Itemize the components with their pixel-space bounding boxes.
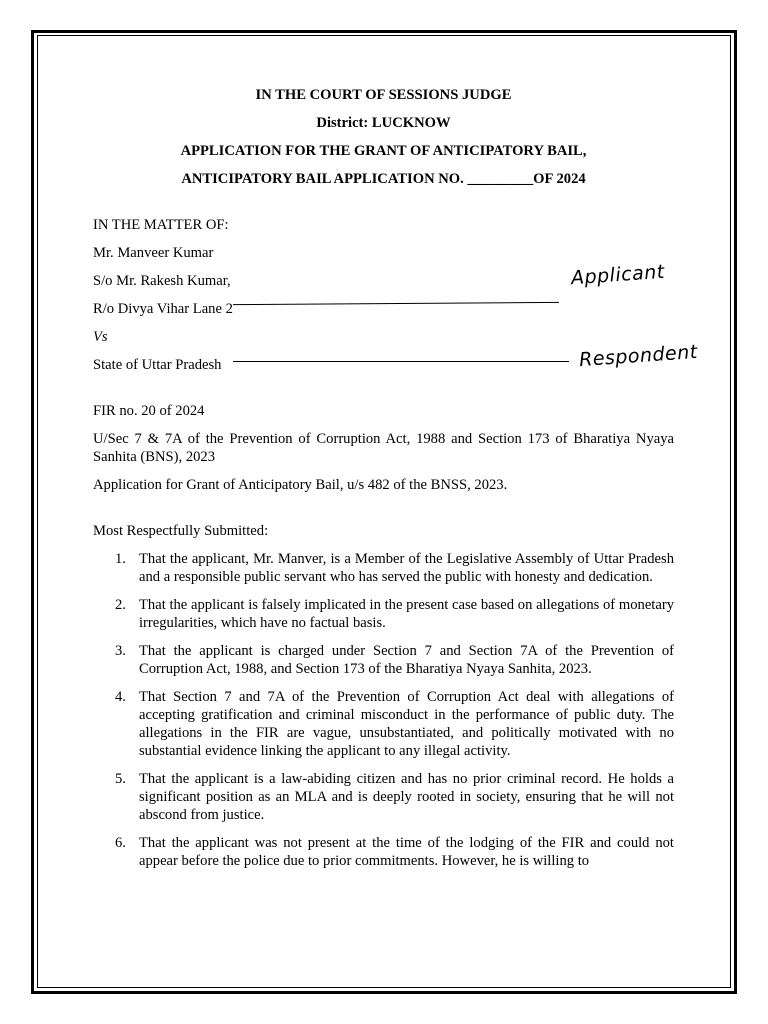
matter-intro: IN THE MATTER OF:	[93, 217, 229, 233]
respondent-signature: Respondent	[578, 340, 699, 372]
document-body	[93, 86, 699, 880]
list-item: 5. That the applicant is a law-abiding citizen and has no prior criminal record. He holds a significant position as an MLA and is deeply rooted in society, ensuring that he will not abscond from justice.	[115, 771, 674, 823]
submission-intro: Most Respectfully Submitted:	[93, 523, 269, 539]
applicant-father: S/o Mr. Rakesh Kumar,	[93, 273, 231, 289]
court-title: IN THE COURT OF SESSIONS JUDGE	[255, 87, 512, 103]
list-item: 1. That the applicant, Mr. Manver, is a Member of the Legislative Assembly of Uttar Pradesh and a responsible public servant who has served the public with honesty and dedication.	[115, 551, 674, 585]
applicant-signature-line	[233, 302, 559, 305]
fir-number: FIR no. 20 of 2024	[93, 403, 205, 419]
list-item: 3. That the applicant is charged under Section 7 and Section 7A of the Prevention of Corruption Act, 1988, and Section 173 of the Bharatiya Nyaya Sanhita, 2023.	[115, 643, 674, 677]
applicant-residence: R/o Divya Vihar Lane 2	[93, 301, 233, 317]
list-item: 4. That Section 7 and 7A of the Prevention of Corruption Act deal with allegations of accepting gratification and criminal misconduct in the performance of public duty. The allegations in the FIR are vague, unsubstantiated, and politically motivated with no substantial evidence linking the applicant to any illegal activity.	[115, 689, 674, 759]
versus: Vs	[93, 329, 108, 345]
respondent-row	[93, 340, 699, 374]
application-nature: Application for Grant of Anticipatory Bail, u/s 482 of the BNSS, 2023.	[93, 477, 508, 493]
charge-sections: U/Sec 7 & 7A of the Prevention of Corruption Act, 1988 and Section 173 of Bharatiya Nyaya Sanhita (BNS), 2023	[93, 431, 674, 465]
applicant-residence-row	[93, 300, 674, 318]
application-number: ANTICIPATORY BAIL APPLICATION NO. _________OF 2024	[181, 171, 586, 187]
applicant-father-row	[93, 260, 674, 290]
list-item: 6. That the applicant was not present at the time of the lodging of the FIR and could not appear before the police due to prior commitments. However, he is willing to	[115, 835, 674, 869]
respondent-name: State of Uttar Pradesh	[93, 357, 222, 373]
respondent-signature-line	[233, 361, 569, 362]
applicant-name: Mr. Manveer Kumar	[93, 245, 214, 261]
applicant-signature: Applicant	[570, 260, 666, 290]
submission-points	[93, 550, 674, 870]
list-item: 2. That the applicant is falsely implicated in the present case based on allegations of monetary irregularities, which have no factual basis.	[115, 597, 674, 631]
application-title: APPLICATION FOR THE GRANT OF ANTICIPATORY BAIL,	[180, 143, 587, 159]
district-line: District: LUCKNOW	[316, 115, 451, 131]
